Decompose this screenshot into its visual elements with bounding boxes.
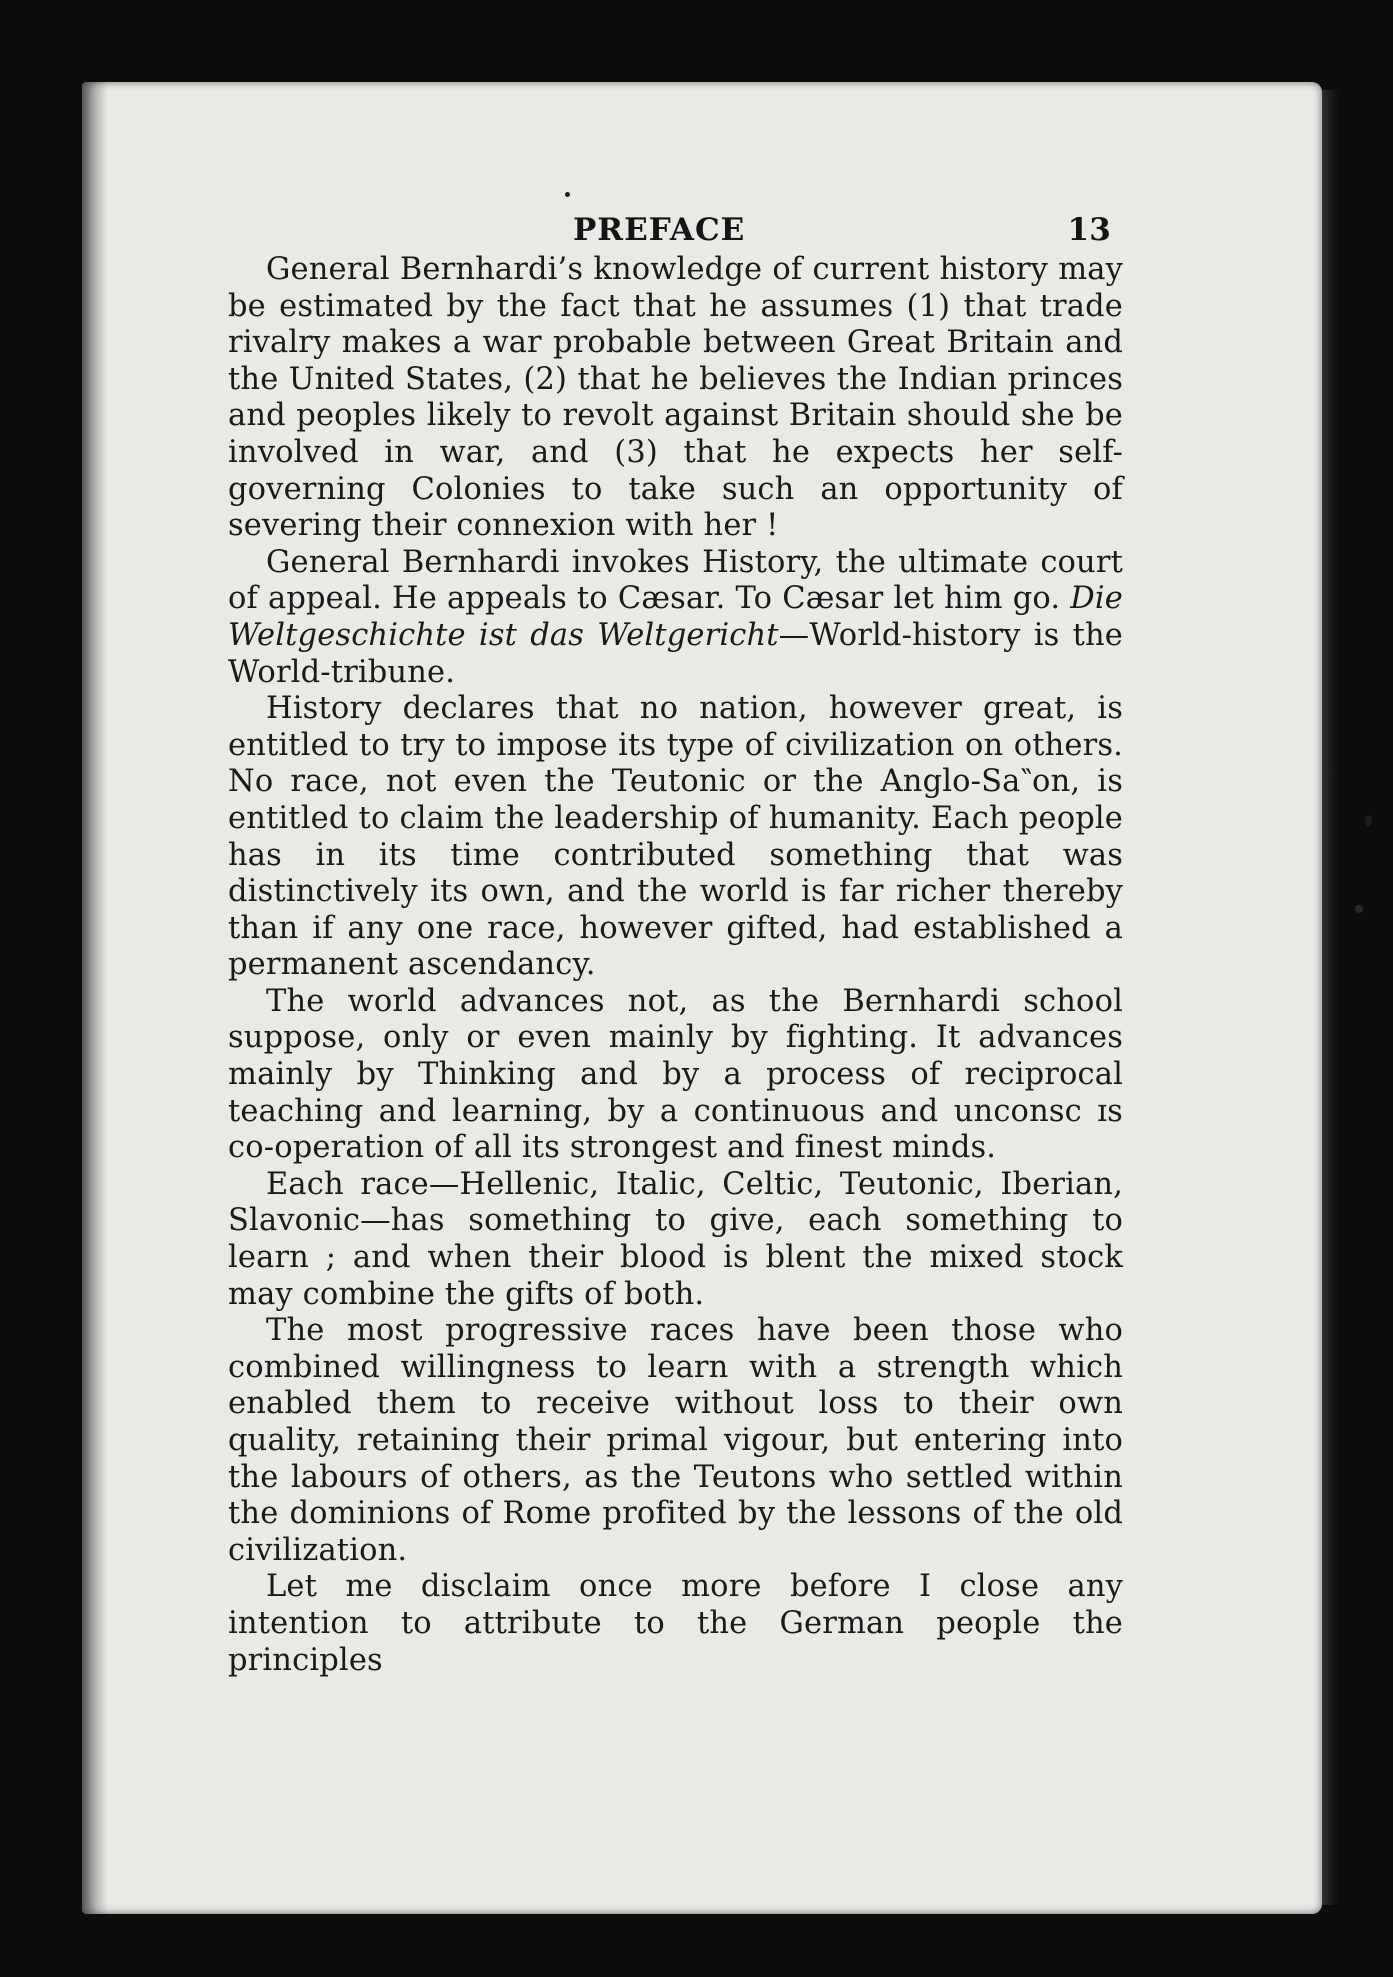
paragraph-text: —World-history is the World-tribune.	[228, 617, 1124, 690]
page-text	[228, 210, 1123, 1679]
running-title: PREFACE	[573, 212, 746, 248]
running-head	[228, 210, 1123, 250]
paragraph: Each race—Hellenic, Italic, Celtic, Teutonic, Iberian, Slavonic—has something to give, each something to learn ; and when their blood is blent the mixed stock may combine the gifts of both.	[228, 1166, 1123, 1312]
paragraph	[228, 545, 1123, 691]
ink-speck	[565, 192, 570, 197]
ink-speck	[1355, 905, 1363, 913]
paragraph: History declares that no nation, however great, is entitled to try to impose its type of civilization on others. No race, not even the Teutonic or the Anglo-Sa‶on, is entitled to claim the leadership of humanity. Each people has in its time contributed something that was distinctively its own, and the world is far richer thereby than if any one race, however gifted, had established a permanent ascendancy.	[228, 691, 1123, 983]
paragraph: The most progressive races have been those who combined willingness to learn with a strength which enabled them to receive without loss to their own quality, retaining their primal vigour, but entering into the labours of others, as the Teutons who settled within the dominions of Rome profited by the lessons of the old civilization.	[228, 1313, 1123, 1568]
binding-gutter	[82, 82, 108, 1914]
ink-speck	[1365, 815, 1372, 827]
paragraph: Let me disclaim once more before I close any intention to attribute to the German people the principles	[228, 1569, 1123, 1678]
italic-quotation: Die Weltgeschichte ist das Weltgericht	[228, 581, 1123, 653]
page-number: 13	[1067, 212, 1111, 248]
paragraph: The world advances not, as the Bernhardi school suppose, only or even mainly by fighting. It advances mainly by Thinking and by a process of reciprocal teaching and learning, by a continuous and unconsc ɪs co-operation of all its strongest and finest minds.	[228, 983, 1123, 1166]
paragraph-text: General Bernhardi invokes History, the ultimate court of appeal. He appeals to Cæsar. To Cæsar let him go.	[228, 544, 1123, 617]
paragraph: General Bernhardi’s knowledge of current history may be estimated by the fact that he assumes (1) that trade rivalry makes a war probable between Great Britain and the United States, (2) that he believes the Indian princes and peoples likely to revolt against Britain should she be involved in war, and (3) that he expects her self-governing Colonies to take such an opportunity of severing their connexion with her !	[228, 252, 1123, 544]
